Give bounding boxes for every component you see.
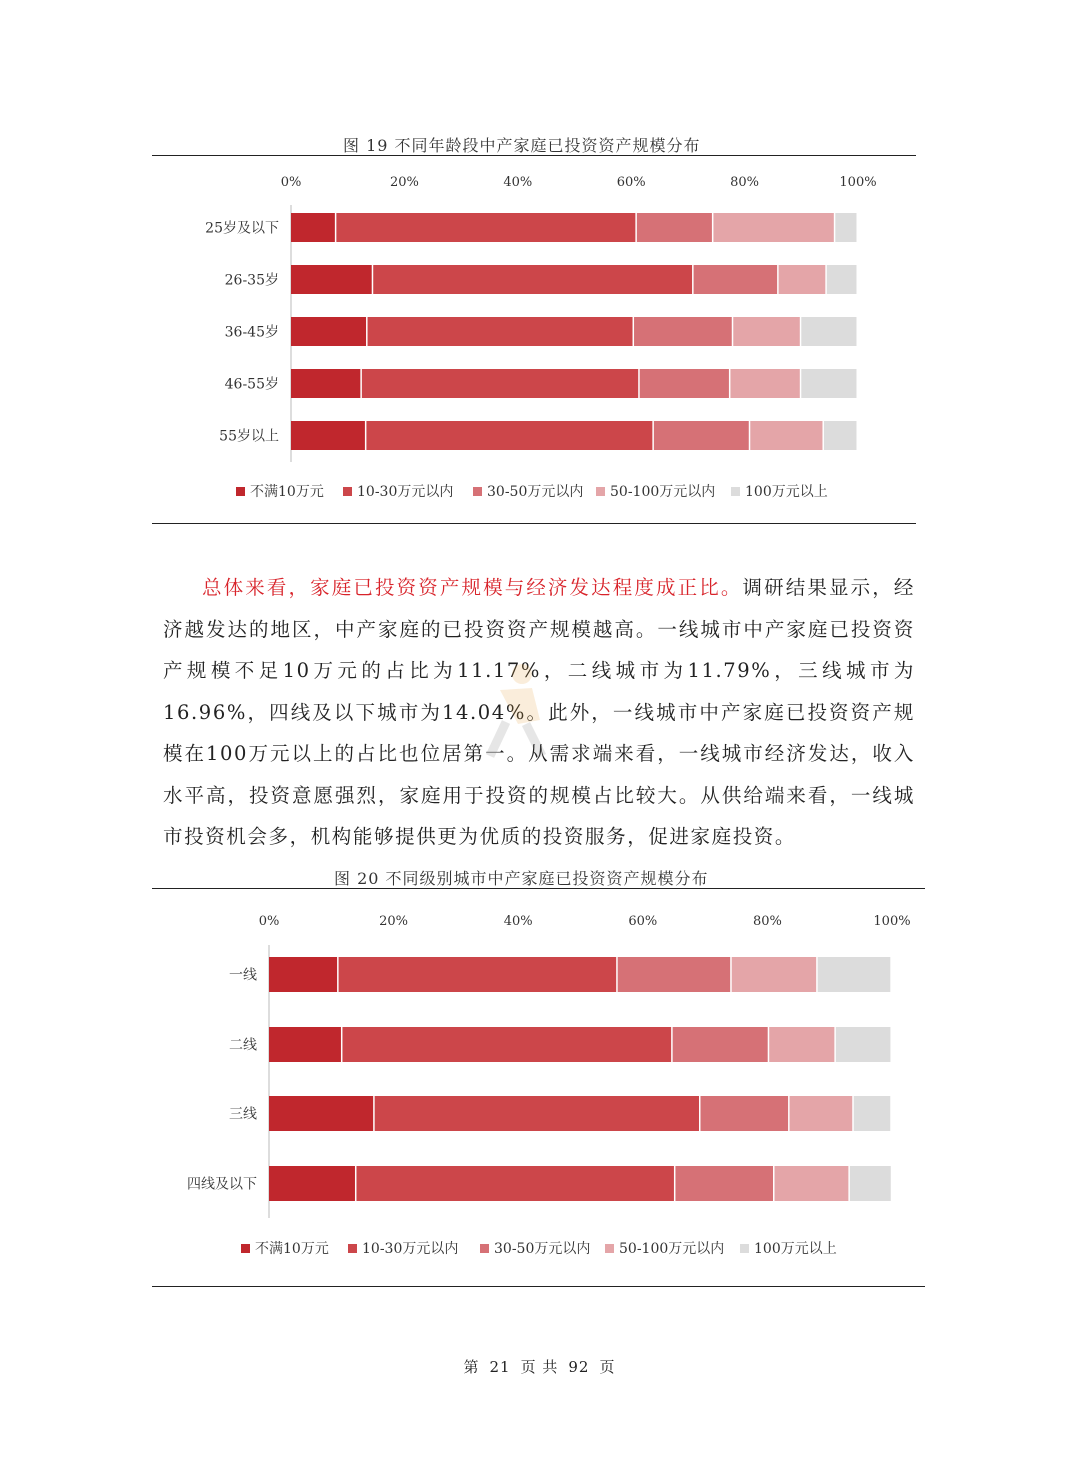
x-tick-label: 80% bbox=[730, 175, 760, 190]
legend-swatch bbox=[605, 1244, 614, 1253]
bar-segment bbox=[775, 1166, 849, 1201]
bar-segment bbox=[836, 1027, 891, 1062]
legend-swatch bbox=[241, 1244, 250, 1253]
legend-label: 不满10万元 bbox=[250, 484, 324, 500]
figure-19-caption: 图 19 不同年龄段中产家庭已投资资产规模分布 bbox=[343, 136, 701, 155]
bar-segment bbox=[269, 1166, 355, 1201]
bar-segment bbox=[375, 1096, 699, 1131]
category-label: 二线 bbox=[229, 1037, 257, 1054]
bar-segment bbox=[732, 957, 816, 992]
bar-segment bbox=[854, 1096, 891, 1131]
legend-label: 10-30万元以内 bbox=[357, 484, 454, 500]
bar-segment bbox=[790, 1096, 853, 1131]
x-tick-label: 100% bbox=[873, 914, 911, 929]
legend-label: 50-100万元以内 bbox=[610, 484, 716, 500]
page-footer bbox=[0, 1356, 1079, 1377]
x-tick-label: 0% bbox=[280, 175, 302, 190]
category-label: 25岁及以下 bbox=[205, 220, 279, 237]
bar-segment bbox=[269, 1027, 341, 1062]
paragraph-highlight: 总体来看，家庭已投资资产规模与经济发达程度成正比。 bbox=[202, 576, 743, 599]
bar-segment bbox=[818, 957, 891, 992]
bar-segment bbox=[769, 1027, 834, 1062]
bar-segment bbox=[269, 957, 337, 992]
x-tick-label: 60% bbox=[616, 175, 646, 190]
category-label: 46-55岁 bbox=[224, 376, 279, 393]
legend-swatch bbox=[480, 1244, 489, 1253]
category-label: 一线 bbox=[229, 967, 257, 984]
category-label: 三线 bbox=[229, 1106, 257, 1123]
bar-segment bbox=[269, 1096, 373, 1131]
category-label: 四线及以下 bbox=[187, 1176, 257, 1193]
legend-label: 不满10万元 bbox=[255, 1241, 329, 1257]
footer-page-number: 21 bbox=[489, 1358, 511, 1376]
category-label: 36-45岁 bbox=[224, 324, 279, 341]
footer-total-pages: 92 bbox=[568, 1358, 590, 1376]
footer-mid: 页 共 bbox=[520, 1358, 559, 1376]
category-label: 55岁以上 bbox=[219, 428, 279, 445]
legend-swatch bbox=[348, 1244, 357, 1253]
x-tick-label: 20% bbox=[389, 175, 419, 190]
x-tick-label: 0% bbox=[258, 914, 280, 929]
bar-segment bbox=[342, 1027, 671, 1062]
bar-segment bbox=[356, 1166, 673, 1201]
legend-label: 30-50万元以内 bbox=[494, 1241, 591, 1257]
paragraph-body: 调研结果显示，经济越发达的地区，中产家庭的已投资资产规模越高。一线城市中产家庭已投资资产规模不足10万元的占比为11.17%，二线城市为11.79%，三线城市为16.96%，四线及以下城市为14.04%。此外，一线城市中产家庭已投资资产规模在100万元以上的占比也位居第一。从需求端来看，一线城市经济发达，收入水平高，投资意愿强烈，家庭用于投资的规模占比较大。从供给端来看，一线城市投资机会多，机构能够提供更为优质的投资服务，促进家庭投资。 bbox=[163, 576, 915, 848]
legend-label: 50-100万元以内 bbox=[619, 1241, 725, 1257]
bar-segment bbox=[618, 957, 731, 992]
figure-20-bottom-rule bbox=[152, 1286, 925, 1287]
x-tick-label: 20% bbox=[379, 914, 409, 929]
x-tick-label: 40% bbox=[503, 175, 533, 190]
x-tick-label: 60% bbox=[628, 914, 658, 929]
x-tick-label: 100% bbox=[839, 175, 877, 190]
figure-20-caption: 图 20 不同级别城市中产家庭已投资资产规模分布 bbox=[334, 869, 709, 888]
bar-segment bbox=[675, 1166, 773, 1201]
legend-label: 10-30万元以内 bbox=[362, 1241, 459, 1257]
footer-suffix: 页 bbox=[599, 1358, 616, 1376]
x-tick-label: 80% bbox=[752, 914, 782, 929]
x-tick-label: 40% bbox=[503, 914, 533, 929]
legend-swatch bbox=[740, 1244, 749, 1253]
bar-segment bbox=[673, 1027, 768, 1062]
legend-label: 100万元以上 bbox=[745, 484, 828, 500]
category-label: 26-35岁 bbox=[224, 272, 279, 289]
legend-label: 100万元以上 bbox=[754, 1241, 837, 1257]
footer-prefix: 第 bbox=[463, 1358, 480, 1376]
legend-label: 30-50万元以内 bbox=[487, 484, 584, 500]
bar-segment bbox=[850, 1166, 891, 1201]
bar-segment bbox=[700, 1096, 788, 1131]
bar-segment bbox=[339, 957, 617, 992]
